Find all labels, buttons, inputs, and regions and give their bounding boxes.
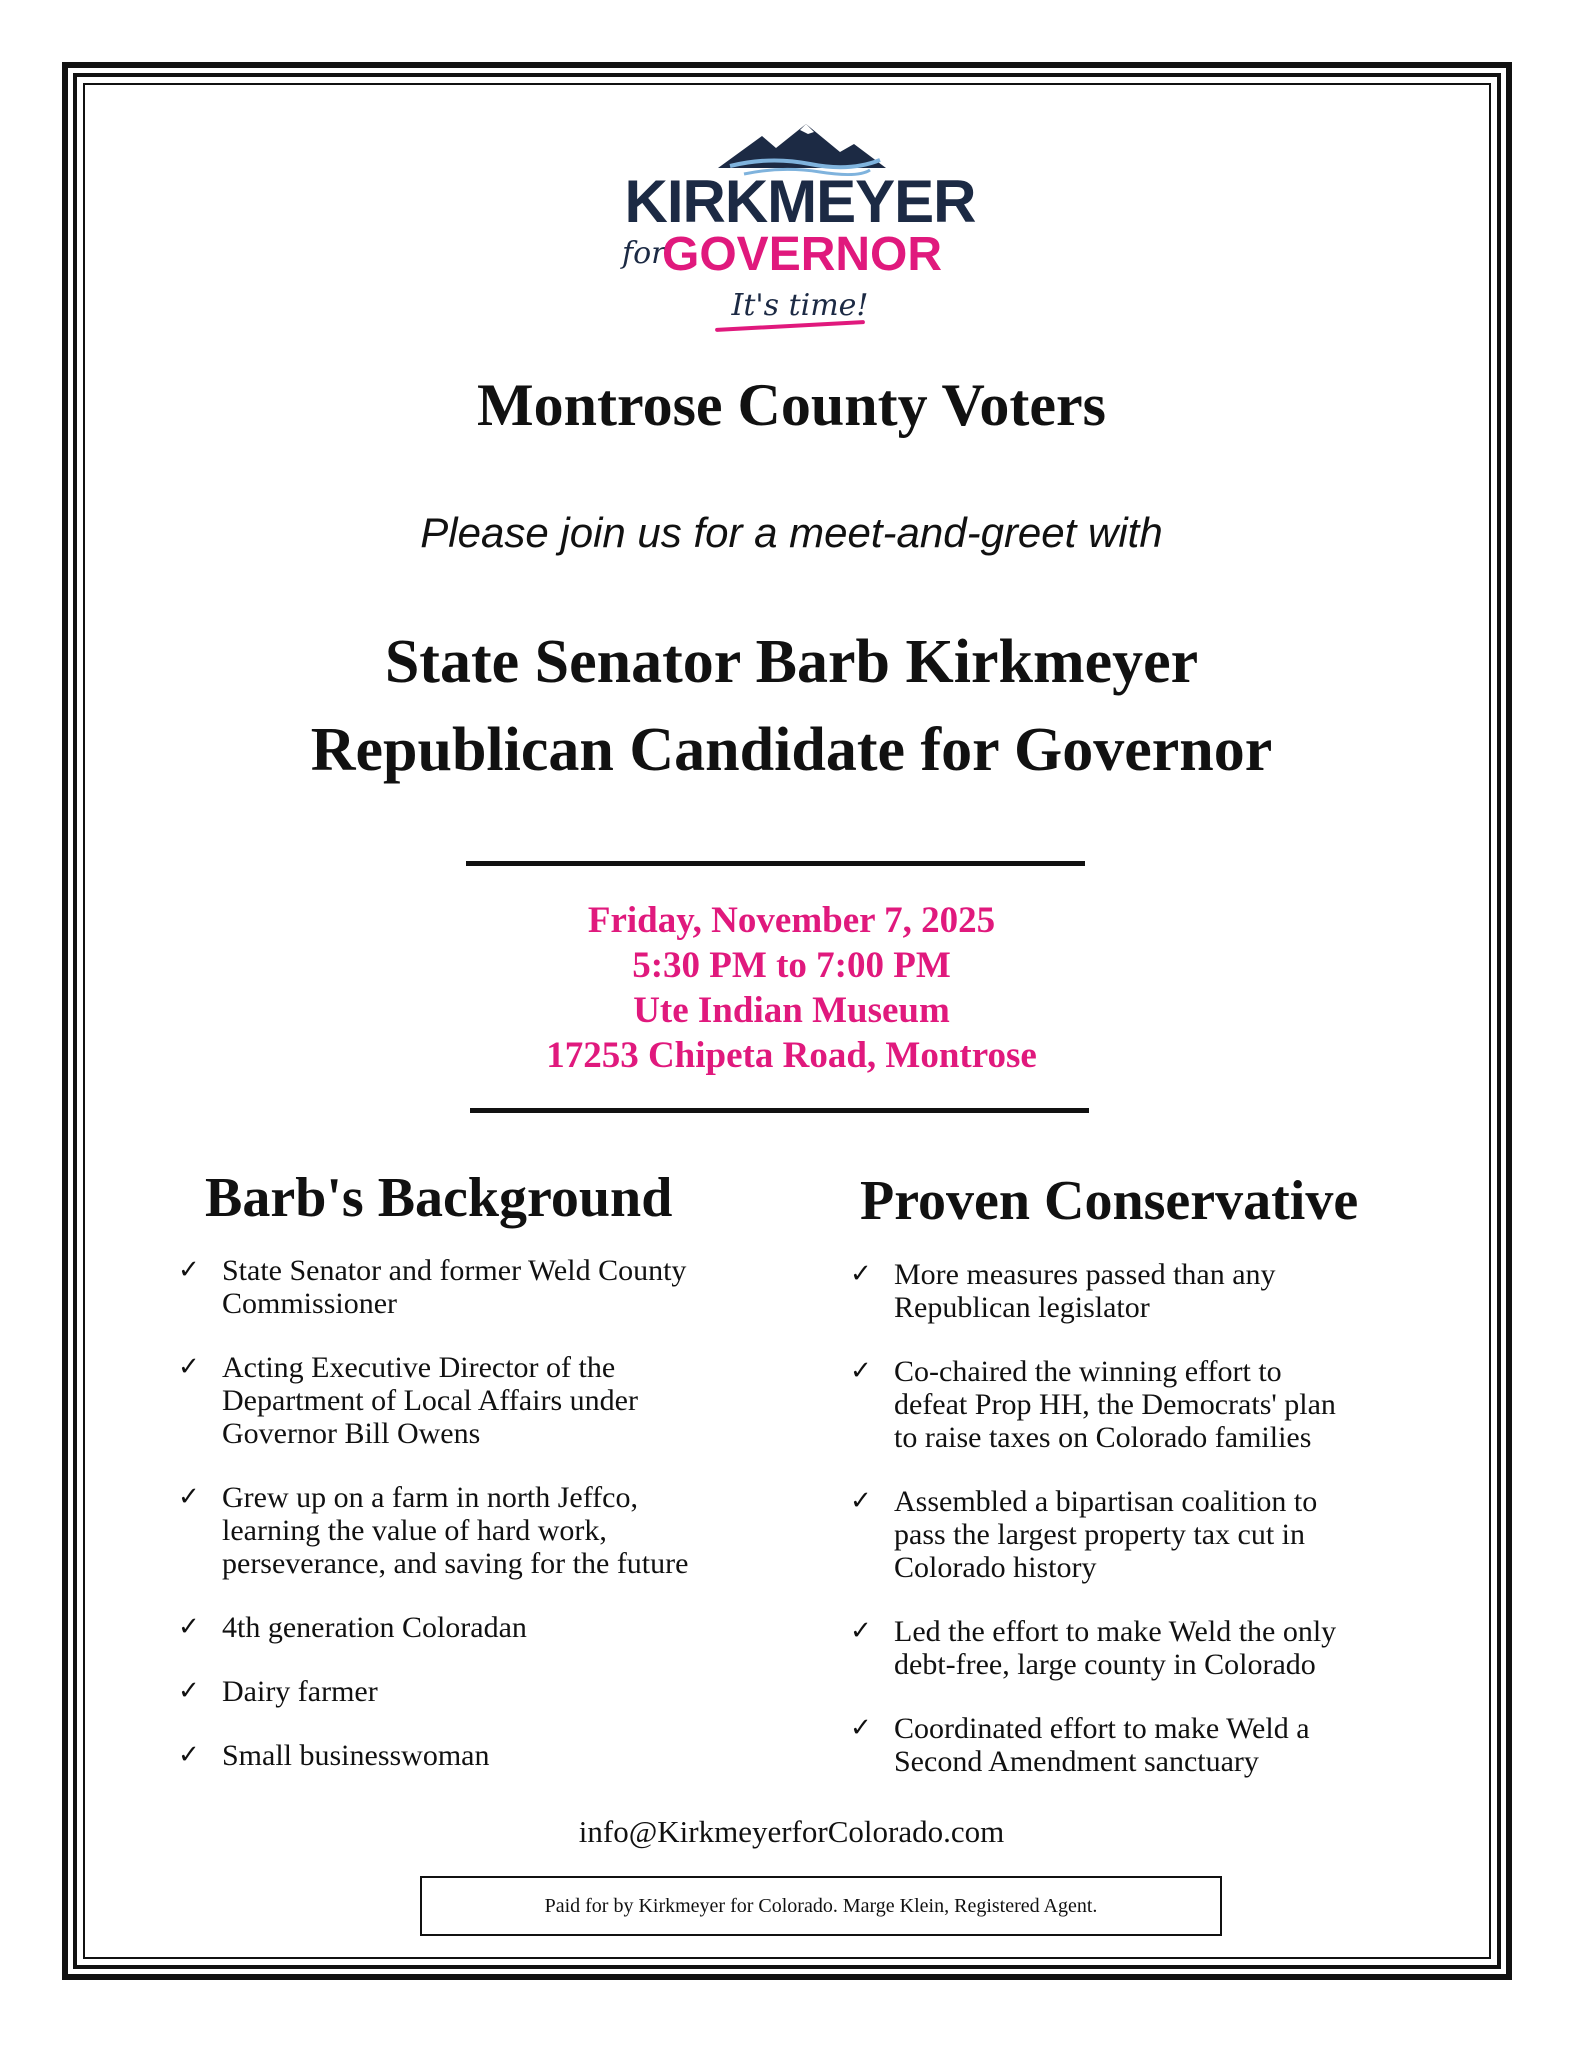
logo-name-top: KIRKMEYER: [624, 168, 976, 235]
checkmark-icon: ✓: [850, 1713, 872, 1743]
checkmark-icon: ✓: [178, 1612, 200, 1642]
list-item-line: pass the largest property tax cut in: [894, 1518, 1306, 1551]
list-item-line: defeat Prop HH, the Democrats' plan: [894, 1388, 1336, 1421]
list-item-line: Grew up on a farm in north Jeffco,: [222, 1481, 638, 1514]
list-item-line: Governor Bill Owens: [222, 1417, 481, 1450]
candidate-block: [0, 618, 1583, 794]
list-item-line: Led the effort to make Weld the only: [894, 1615, 1337, 1648]
logo-tagline: It's time!: [731, 288, 869, 323]
list-item-line: State Senator and former Weld County: [222, 1254, 687, 1287]
divider-bottom: [470, 1108, 1089, 1113]
list-item-line: debt-free, large county in Colorado: [894, 1648, 1316, 1681]
checkmark-icon: ✓: [850, 1616, 872, 1646]
event-venue: Ute Indian Museum: [633, 990, 950, 1031]
event-details: [0, 898, 1583, 1078]
list-item: [178, 1739, 758, 1772]
contact-email: info@KirkmeyerforColorado.com: [578, 1814, 1005, 1849]
list-item-line: Coordinated effort to make Weld a: [894, 1712, 1310, 1745]
list-item-line: Second Amendment sanctuary: [894, 1745, 1259, 1778]
list-item-line: Dairy farmer: [222, 1675, 378, 1708]
checkmark-icon: ✓: [178, 1676, 200, 1706]
list-item-line: Assembled a bipartisan coalition to: [894, 1485, 1318, 1518]
conservative-heading: Proven Conservative: [860, 1170, 1359, 1232]
list-item-line: More measures passed than any: [894, 1258, 1276, 1291]
checkmark-icon: ✓: [178, 1482, 200, 1512]
list-item-line: Department of Local Affairs under: [222, 1384, 638, 1417]
list-item: [178, 1611, 758, 1644]
campaign-logo: [590, 112, 1010, 342]
candidate-title: Republican Candidate for Governor: [310, 716, 1273, 784]
list-item-line: Small businesswoman: [222, 1739, 490, 1772]
list-item: [178, 1351, 758, 1450]
list-item: [850, 1355, 1420, 1454]
headline: Montrose County Voters: [477, 372, 1106, 438]
event-date: Friday, November 7, 2025: [587, 900, 996, 941]
list-item: [178, 1675, 758, 1708]
list-item-line: Co-chaired the winning effort to: [894, 1355, 1282, 1388]
checkmark-icon: ✓: [178, 1255, 200, 1285]
background-heading: Barb's Background: [205, 1167, 673, 1229]
list-item-line: learning the value of hard work,: [222, 1514, 607, 1547]
list-item-line: Colorado history: [894, 1551, 1097, 1584]
candidate-name: State Senator Barb Kirkmeyer: [384, 628, 1199, 696]
list-item-line: perseverance, and saving for the future: [222, 1547, 689, 1580]
logo-name-bottom: GOVERNOR: [662, 228, 943, 281]
list-item: [178, 1254, 758, 1320]
checkmark-icon: ✓: [850, 1486, 872, 1516]
paid-for-disclaimer: Paid for by Kirkmeyer for Colorado. Marge Klein, Registered Agent.: [420, 1876, 1222, 1936]
conservative-list: [850, 1258, 1420, 1809]
invite-line: Please join us for a meet-and-greet with: [420, 509, 1163, 556]
checkmark-icon: ✓: [178, 1740, 200, 1770]
event-address: 17253 Chipeta Road, Montrose: [546, 1035, 1037, 1076]
event-time: 5:30 PM to 7:00 PM: [632, 945, 951, 986]
list-item: [850, 1485, 1420, 1584]
list-item: [850, 1258, 1420, 1324]
list-item-line: to raise taxes on Colorado families: [894, 1421, 1312, 1454]
checkmark-icon: ✓: [850, 1259, 872, 1289]
list-item-line: Commissioner: [222, 1287, 398, 1320]
checkmark-icon: ✓: [850, 1356, 872, 1386]
list-item: [178, 1481, 758, 1580]
checkmark-icon: ✓: [178, 1352, 200, 1382]
background-list: [178, 1254, 758, 1803]
list-item-line: 4th generation Coloradan: [222, 1611, 527, 1644]
list-item-line: Acting Executive Director of the: [222, 1351, 616, 1384]
list-item-line: Republican legislator: [894, 1291, 1150, 1324]
list-item: [850, 1615, 1420, 1681]
divider-top: [466, 861, 1085, 866]
logo-for: for: [622, 236, 666, 271]
list-item: [850, 1712, 1420, 1778]
